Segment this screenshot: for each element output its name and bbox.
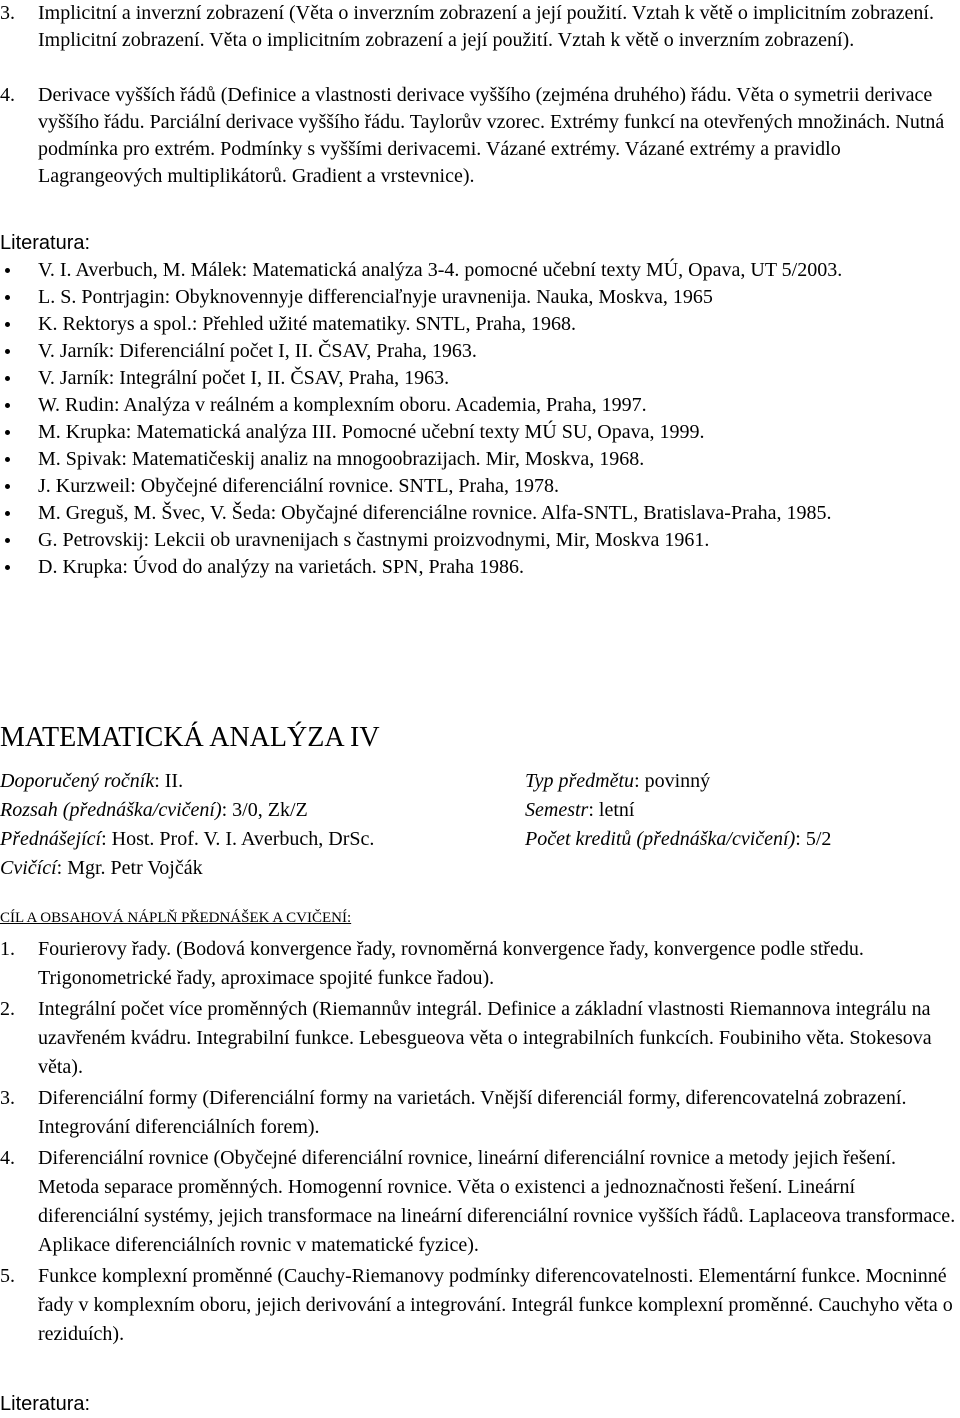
- meta-label: Semestr: [525, 799, 589, 821]
- syllabus-item-3: [0, 0, 958, 54]
- literature-list: [0, 257, 958, 581]
- goal-number: 1.: [0, 938, 15, 960]
- literature-item: M. Greguš, M. Švec, V. Šeda: Obyčajné diferenciálne rovnice. Alfa-SNTL, Bratislava-Praha, 1985.: [0, 500, 958, 527]
- goal-number: 2.: [0, 998, 15, 1020]
- goal-text: Diferenciální rovnice (Obyčejné diferenciální rovnice, lineární diferenciální rovnice a metody jejich řešení. Metoda separace proměnných. Homogenní rovnice. Věta o existenci a jednoznačnosti řešení. Lineární diferenciální systémy, jejich transformace na lineární diferenciální rovnice vyšších řádů. Laplaceova transformace. Aplikace diferenciálních rovnic v matematické fyzice).: [38, 1147, 956, 1256]
- meta-value: : letní: [588, 799, 635, 821]
- meta-label: Počet kreditů (přednáška/cvičení): [525, 828, 796, 850]
- meta-recommended-year: [0, 768, 480, 795]
- meta-credits: [525, 826, 955, 853]
- literature-item: L. S. Pontrjagin: Obyknovennyje differenciaľnyje uravnenija. Nauka, Moskva, 1965: [0, 284, 958, 311]
- goal-number: 5.: [0, 1265, 15, 1287]
- goal-item: [0, 1084, 958, 1142]
- goal-number: 4.: [0, 1147, 15, 1169]
- goal-text: Funkce komplexní proměnné (Cauchy-Riemanovy podmínky diferencovatelnosti. Elementární funkce. Mocninné řady v komplexním oboru, jejich derivování a integrování. Integrál funkce komplexní proměnné. Cauchyho věta o reziduích).: [38, 1265, 953, 1345]
- meta-value: : 3/0, Zk/Z: [221, 799, 308, 821]
- goals-list: [0, 935, 958, 1351]
- literature-item: W. Rudin: Analýza v reálném a komplexním oboru. Academia, Praha, 1997.: [0, 392, 958, 419]
- literature-item: M. Spivak: Matematičeskij analiz na mnogoobrazijach. Mir, Moskva, 1968.: [0, 446, 958, 473]
- goal-item: [0, 995, 958, 1082]
- literature-item: D. Krupka: Úvod do analýzy na varietách. SPN, Praha 1986.: [0, 554, 958, 581]
- literature-item: V. Jarník: Diferenciální počet I, II. ČSAV, Praha, 1963.: [0, 338, 958, 365]
- literature-item: K. Rektorys a spol.: Přehled užité matematiky. SNTL, Praha, 1968.: [0, 311, 958, 338]
- meta-label: Typ předmětu: [525, 770, 635, 792]
- meta-label: Rozsah (přednáška/cvičení): [0, 799, 222, 821]
- literature-item: V. I. Averbuch, M. Málek: Matematická analýza 3-4. pomocné učební texty MÚ, Opava, UT 5/2003.: [0, 257, 958, 284]
- meta-value: : povinný: [634, 770, 711, 792]
- syllabus-item-4: [0, 82, 958, 190]
- meta-label: Doporučený ročník: [0, 770, 155, 792]
- item-number: 3.: [0, 2, 15, 24]
- literature-heading: Literatura:: [0, 232, 91, 254]
- meta-label: Cvičící: [0, 857, 57, 879]
- meta-value: : 5/2: [795, 828, 832, 850]
- meta-tutor: [0, 855, 480, 882]
- item-text: Implicitní a inverzní zobrazení (Věta o inverzním zobrazení a její použití. Vztah k větě o implicitním zobrazení. Implicitní zobrazení. Věta o implicitním zobrazení a její použití. Vztah k větě o inverzním zobrazení).: [38, 2, 934, 51]
- goal-item: [0, 935, 958, 993]
- literature-item: V. Jarník: Integrální počet I, II. ČSAV, Praha, 1963.: [0, 365, 958, 392]
- goal-text: Integrální počet více proměnných (Riemannův integrál. Definice a základní vlastnosti Riemannova integrálu na uzavřeném kvádru. Integrabilní funkce. Lebesgueova věta o integrabilních funkcích. Foubiniho věta. Stokesova věta).: [38, 998, 932, 1078]
- meta-value: : II.: [154, 770, 184, 792]
- item-number: 4.: [0, 84, 15, 106]
- goals-heading: CÍL A OBSAHOVÁ NÁPLŇ PŘEDNÁŠEK A CVIČENÍ:: [0, 910, 352, 926]
- literature-item: M. Krupka: Matematická analýza III. Pomocné učební texty MÚ SU, Opava, 1999.: [0, 419, 958, 446]
- meta-value: : Mgr. Petr Vojčák: [56, 857, 203, 879]
- meta-semester: [525, 797, 955, 824]
- meta-value: : Host. Prof. V. I. Averbuch, DrSc.: [101, 828, 375, 850]
- literature-heading-2: Literatura:: [0, 1393, 91, 1415]
- meta-type: [525, 768, 955, 795]
- literature-item: J. Kurzweil: Obyčejné diferenciální rovnice. SNTL, Praha, 1978.: [0, 473, 958, 500]
- meta-label: Přednášející: [0, 828, 102, 850]
- item-text: Derivace vyšších řádů (Definice a vlastnosti derivace vyššího (zejména druhého) řádu. Věta o symetrii derivace vyššího řádu. Parciální derivace vyššího řádu. Taylorův vzorec. Extrémy funkcí na otevřených množinách. Nutná podmínka pro extrém. Podmínky s vyššími derivacemi. Vázané extrémy. Vázané extrémy a pravidlo Lagrangeových multiplikátorů. Gradient a vrstevnice).: [38, 84, 945, 187]
- goal-text: Fourierovy řady. (Bodová konvergence řady, rovnoměrná konvergence řady, konvergence podle středu. Trigonometrické řady, aproximace spojité funkce řadou).: [38, 938, 864, 989]
- meta-scope: [0, 797, 480, 824]
- literature-item: G. Petrovskij: Lekcii ob uravnenijach s častnymi proizvodnymi, Mir, Moskva 1961.: [0, 527, 958, 554]
- meta-lecturer: [0, 826, 480, 853]
- goal-item: [0, 1262, 958, 1349]
- goal-text: Diferenciální formy (Diferenciální formy na varietách. Vnější diferenciál formy, diferencovatelná zobrazení. Integrování diferenciálních forem).: [38, 1087, 907, 1138]
- goal-number: 3.: [0, 1087, 15, 1109]
- goal-item: [0, 1144, 958, 1260]
- subject-title: MATEMATICKÁ ANALÝZA IV: [0, 722, 380, 753]
